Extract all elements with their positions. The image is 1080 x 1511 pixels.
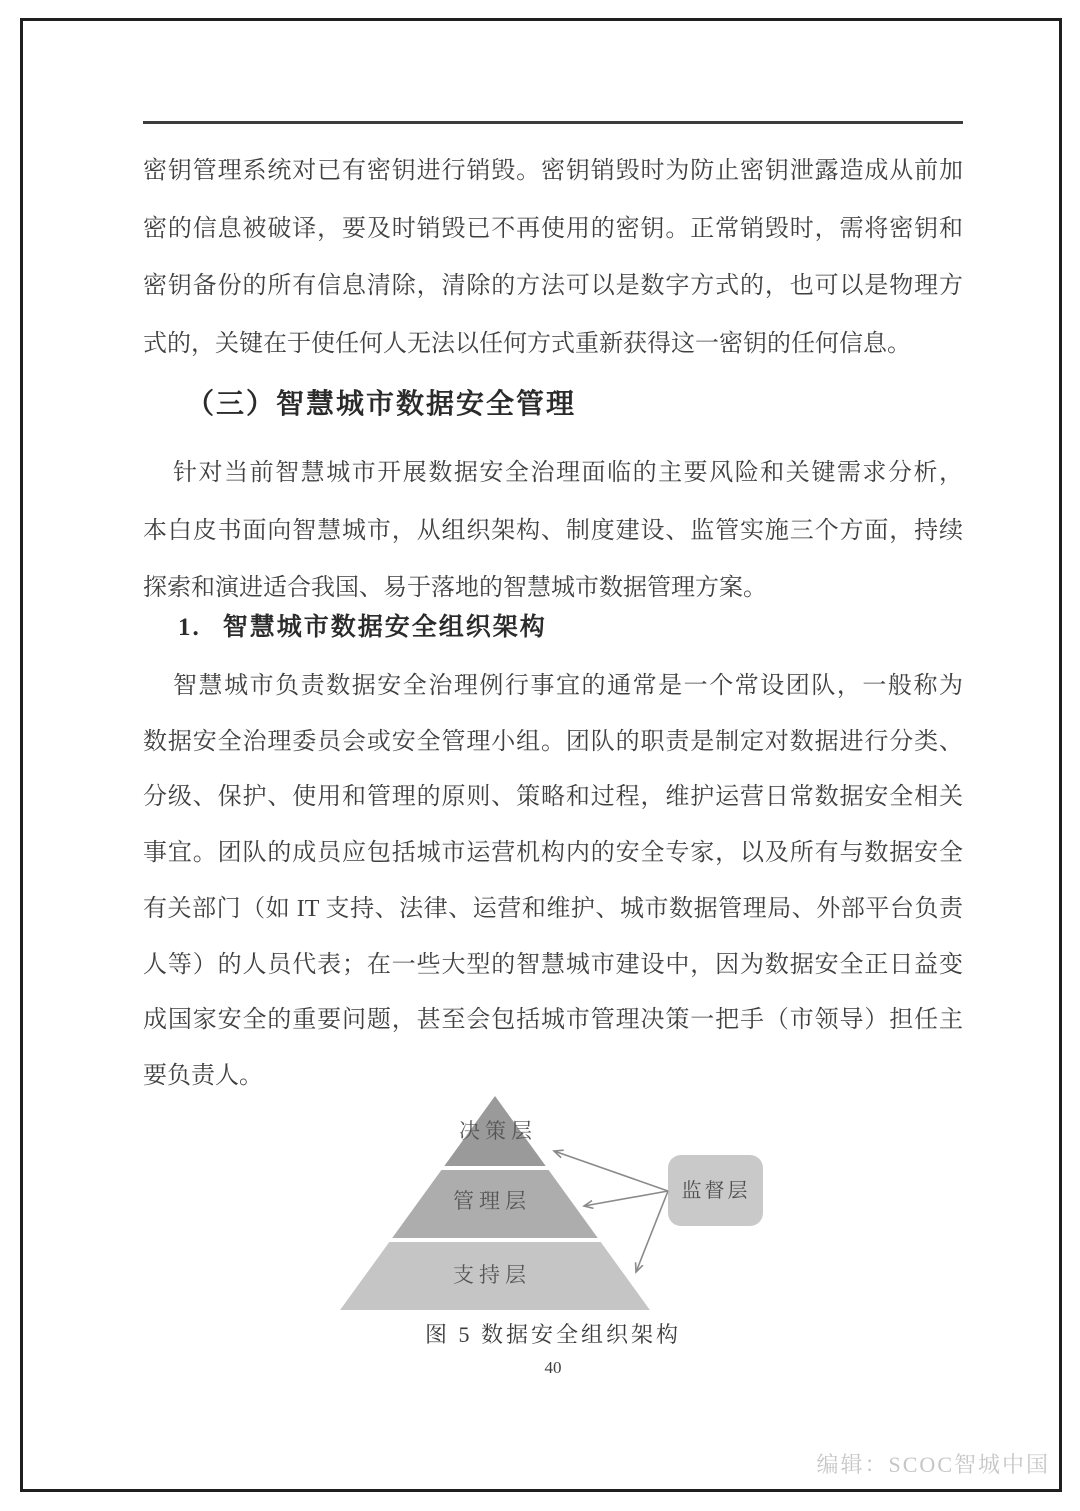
text-line: 密钥管理系统对已有密钥进行销毁。密钥销毁时为防止密钥泄露造成从前加 (143, 158, 963, 184)
text-line: 密的信息被破译，要及时销毁已不再使用的密钥。正常销毁时，需将密钥和 (143, 215, 963, 242)
text-line: 密钥备份的所有信息清除，清除的方法可以是数字方式的，也可以是物理方 (143, 273, 963, 299)
text-line: 针对当前智慧城市开展数据安全治理面临的主要风险和关键需求分析， (173, 460, 963, 486)
subsection-title: 智慧城市数据安全组织架构 (222, 614, 547, 641)
org-structure-figure (320, 1088, 790, 1320)
text-line: 分级、保护、使用和管理的原则、策略和过程，维护运营日常数据安全相关 (143, 784, 963, 811)
subsection-number: 1. (178, 614, 201, 641)
subsection-heading (178, 610, 547, 646)
text-line: 本白皮书面向智慧城市，从组织架构、制度建设、监管实施三个方面，持续 (143, 517, 963, 544)
section-heading: （三）智慧城市数据安全管理 (186, 389, 577, 420)
page-number: 40 (544, 1358, 562, 1377)
text-line: 数据安全治理委员会或安全管理小组。团队的职责是制定对数据进行分类、 (143, 728, 963, 755)
text-line: 人等）的人员代表；在一些大型的智慧城市建设中，因为数据安全正日益变 (143, 951, 963, 978)
pyramid-label-decision: 决策层 (459, 1119, 537, 1143)
paragraph-key-destruction (143, 143, 963, 373)
text-line: 有关部门（如 IT 支持、法律、运营和维护、城市数据管理局、外部平台负责 (143, 895, 963, 922)
text-line: 要负责人。 (143, 1062, 263, 1089)
supervision-arrow-middle (584, 1191, 668, 1206)
pyramid-label-management: 管理层 (453, 1189, 531, 1213)
pyramid-label-support: 支持层 (453, 1263, 531, 1287)
text-line: 事宜。团队的成员应包括城市运营机构内的安全专家，以及所有与数据安全 (143, 840, 963, 867)
header-rule (143, 121, 963, 124)
paragraph-org-team (143, 659, 963, 1105)
figure-caption: 图 5 数据安全组织架构 (424, 1322, 681, 1347)
editor-watermark: 编辑：SCOC智城中国 (816, 1452, 1050, 1477)
text-line: 智慧城市负责数据安全治理例行事宜的通常是一个常设团队，一般称为 (173, 673, 963, 699)
paragraph-intro (143, 445, 963, 618)
supervision-arrow-top (554, 1151, 668, 1191)
text-line: 探索和演进适合我国、易于落地的智慧城市数据管理方案。 (143, 575, 767, 601)
supervision-arrow-bottom (636, 1191, 668, 1272)
supervision-box-label: 监督层 (681, 1180, 751, 1202)
text-line: 成国家安全的重要问题，甚至会包括城市管理决策一把手（市领导）担任主 (143, 1007, 963, 1034)
text-line: 式的，关键在于使任何人无法以任何方式重新获得这一密钥的任何信息。 (143, 330, 911, 357)
